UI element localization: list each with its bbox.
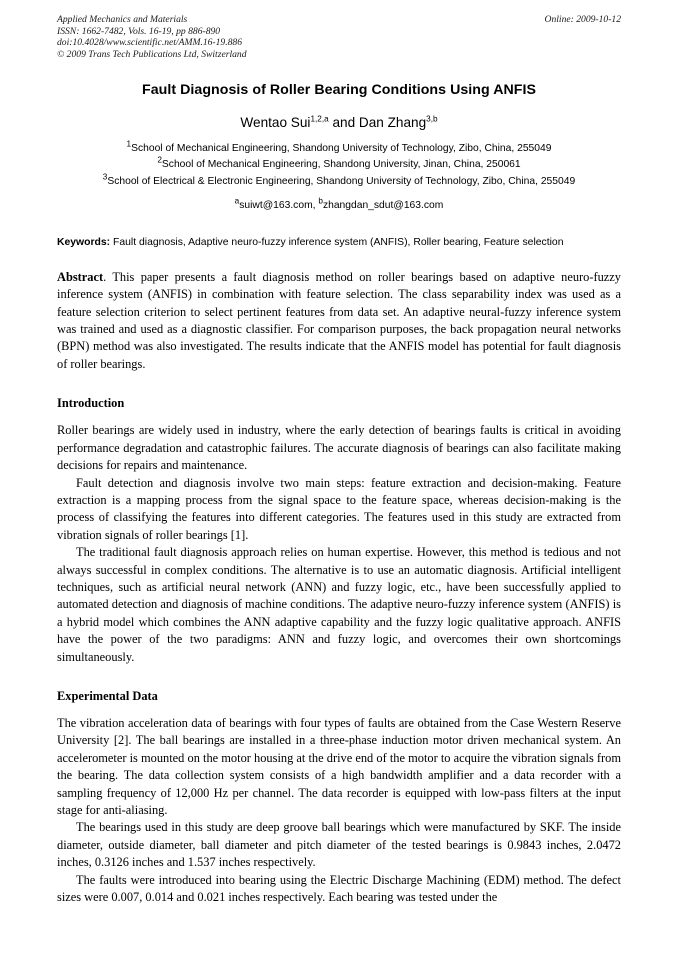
author-name-2: Dan Zhang bbox=[358, 115, 427, 131]
section-body-introduction bbox=[57, 422, 621, 666]
masthead bbox=[57, 14, 621, 60]
section-experimental-data bbox=[57, 688, 621, 906]
email-address-b[interactable]: zhangdan_sdut@163.com bbox=[322, 199, 444, 211]
author-emails bbox=[57, 196, 621, 213]
affiliation-1 bbox=[57, 141, 621, 157]
author-conjunction: and bbox=[328, 115, 359, 131]
affiliation-3 bbox=[57, 174, 621, 190]
author-line bbox=[57, 114, 621, 131]
email-marker-a: a bbox=[234, 196, 240, 206]
section-heading-experimental-data: Experimental Data bbox=[57, 688, 158, 703]
journal-name: Applied Mechanics and Materials bbox=[57, 14, 188, 25]
paragraph: Fault detection and diagnosis involve two main steps: feature extraction and decision-making. Feature extraction is a mapping process from the signal space to the feature space, whereas decision-making is the process of classifying the features into different categories. The features used in this study are extracted from vibration signals of roller bearings [1]. bbox=[57, 475, 621, 542]
copyright-line: © 2009 Trans Tech Publications Ltd, Switzerland bbox=[57, 48, 247, 60]
affiliations bbox=[57, 141, 621, 189]
paragraph: The traditional fault diagnosis approach relies on human expertise. However, this method is tedious and not always successful in complex conditions. The alternative is to use an automatic diagnosis. Artificial intelligent techniques, such as artificial neural network (ANN) and fuzzy logic, etc., have been successfully applied to automated detection and diagnosis of machine conditions. The adaptive neuro-fuzzy inference system (ANFIS) is a hybrid model which combines the ANN adaptive capability and the fuzzy logic qualitative approach. ANFIS have the power of the two paradigms: ANN and fuzzy logic, and overcomes their own shortcomings simultaneously. bbox=[57, 545, 621, 664]
email-address-a[interactable]: suiwt@163.com, bbox=[239, 199, 319, 211]
online-date: Online: 2009-10-12 bbox=[544, 14, 621, 25]
section-introduction bbox=[57, 395, 621, 666]
section-heading-introduction: Introduction bbox=[57, 396, 125, 411]
keywords-text: Fault diagnosis, Adaptive neuro-fuzzy inference system (ANFIS), Roller bearing, Feature selection bbox=[110, 236, 564, 248]
paragraph: The vibration acceleration data of bearings with four types of faults are obtained from the Case Western Reserve University [2]. The ball bearings are installed in a three-phase induction motor driven mechanical system. An accelerometer is mounted on the motor housing at the drive end of the motor to acquire the vibration signals from the bearing. The data collection system consists of a high bandwidth amplifier and a data recorder with a sampling frequency of 12,000 Hz per channel. The data recorder is equipped with low-pass filters at the input stage for anti-aliasing. bbox=[57, 715, 621, 818]
issn-volume-pages: ISSN: 1662-7482, Vols. 16-19, pp 886-890 bbox=[57, 25, 221, 37]
keywords-label: Keywords: bbox=[57, 236, 111, 248]
keywords-block bbox=[57, 235, 621, 250]
affiliation-marker-3: 3 bbox=[102, 172, 108, 182]
paragraph: The faults were introduced into bearing using the Electric Discharge Machining (EDM) method. The defect sizes were 0.007, 0.014 and 0.021 inches respectively. Each bearing was tested under the bbox=[57, 872, 621, 905]
affiliation-text-2: School of Mechanical Engineering, Shandong University, Jinan, China, 250061 bbox=[161, 159, 521, 171]
abstract-block bbox=[57, 269, 621, 373]
affiliation-marker-2: 2 bbox=[157, 156, 162, 166]
paragraph: Roller bearings are widely used in industry, where the early detection of bearings faults is critical in avoiding performance degradation and catastrophic failures. The accurate diagnosis of bearings can also facilitate making decisions for repairs and maintenance. bbox=[57, 423, 621, 473]
abstract-label: Abstract bbox=[57, 269, 104, 284]
affiliation-text-3: School of Electrical & Electronic Engineering, Shandong University of Technology, Zibo, China, 255049 bbox=[107, 175, 576, 187]
affiliation-marker-1: 1 bbox=[126, 139, 132, 149]
affiliation-2 bbox=[57, 157, 621, 173]
abstract-text: . This paper presents a fault diagnosis method on roller bearings based on adaptive neuro-fuzzy inference system (ANFIS) in combination with feature selection. The class separability index was used as a feature selection criterion to select pertinent features from data set. An adaptive neural-fuzzy inference system was trained and used as a diagnostic classifier. For comparison purposes, the back propagation neural networks (BPN) method was also investigated. The results indicate that the ANFIS model has potential for fault diagnosis of roller bearings. bbox=[57, 269, 621, 371]
affiliation-text-1: School of Mechanical Engineering, Shandong University of Technology, Zibo, China, 255049 bbox=[131, 143, 552, 155]
paper-title: Fault Diagnosis of Roller Bearing Conditions Using ANFIS bbox=[141, 82, 537, 99]
section-body-experimental-data bbox=[57, 715, 621, 906]
masthead-left bbox=[57, 14, 452, 60]
paragraph: The bearings used in this study are deep groove ball bearings which were manufactured by SKF. The inside diameter, outside diameter, ball diameter and pitch diameter of the tested bearings is 0.9843 inches, 2.0472 inches, 0.3126 inches and 1.537 inches respectively. bbox=[57, 820, 621, 870]
author-affiliation-marker-1: 1,2,a bbox=[310, 114, 329, 124]
doi-line: doi:10.4028/www.scientific.net/AMM.16-19.886 bbox=[57, 37, 243, 49]
author-affiliation-marker-2: 3,b bbox=[426, 114, 438, 124]
author-name-1: Wentao Sui bbox=[240, 115, 311, 131]
email-marker-b: b bbox=[318, 196, 323, 206]
